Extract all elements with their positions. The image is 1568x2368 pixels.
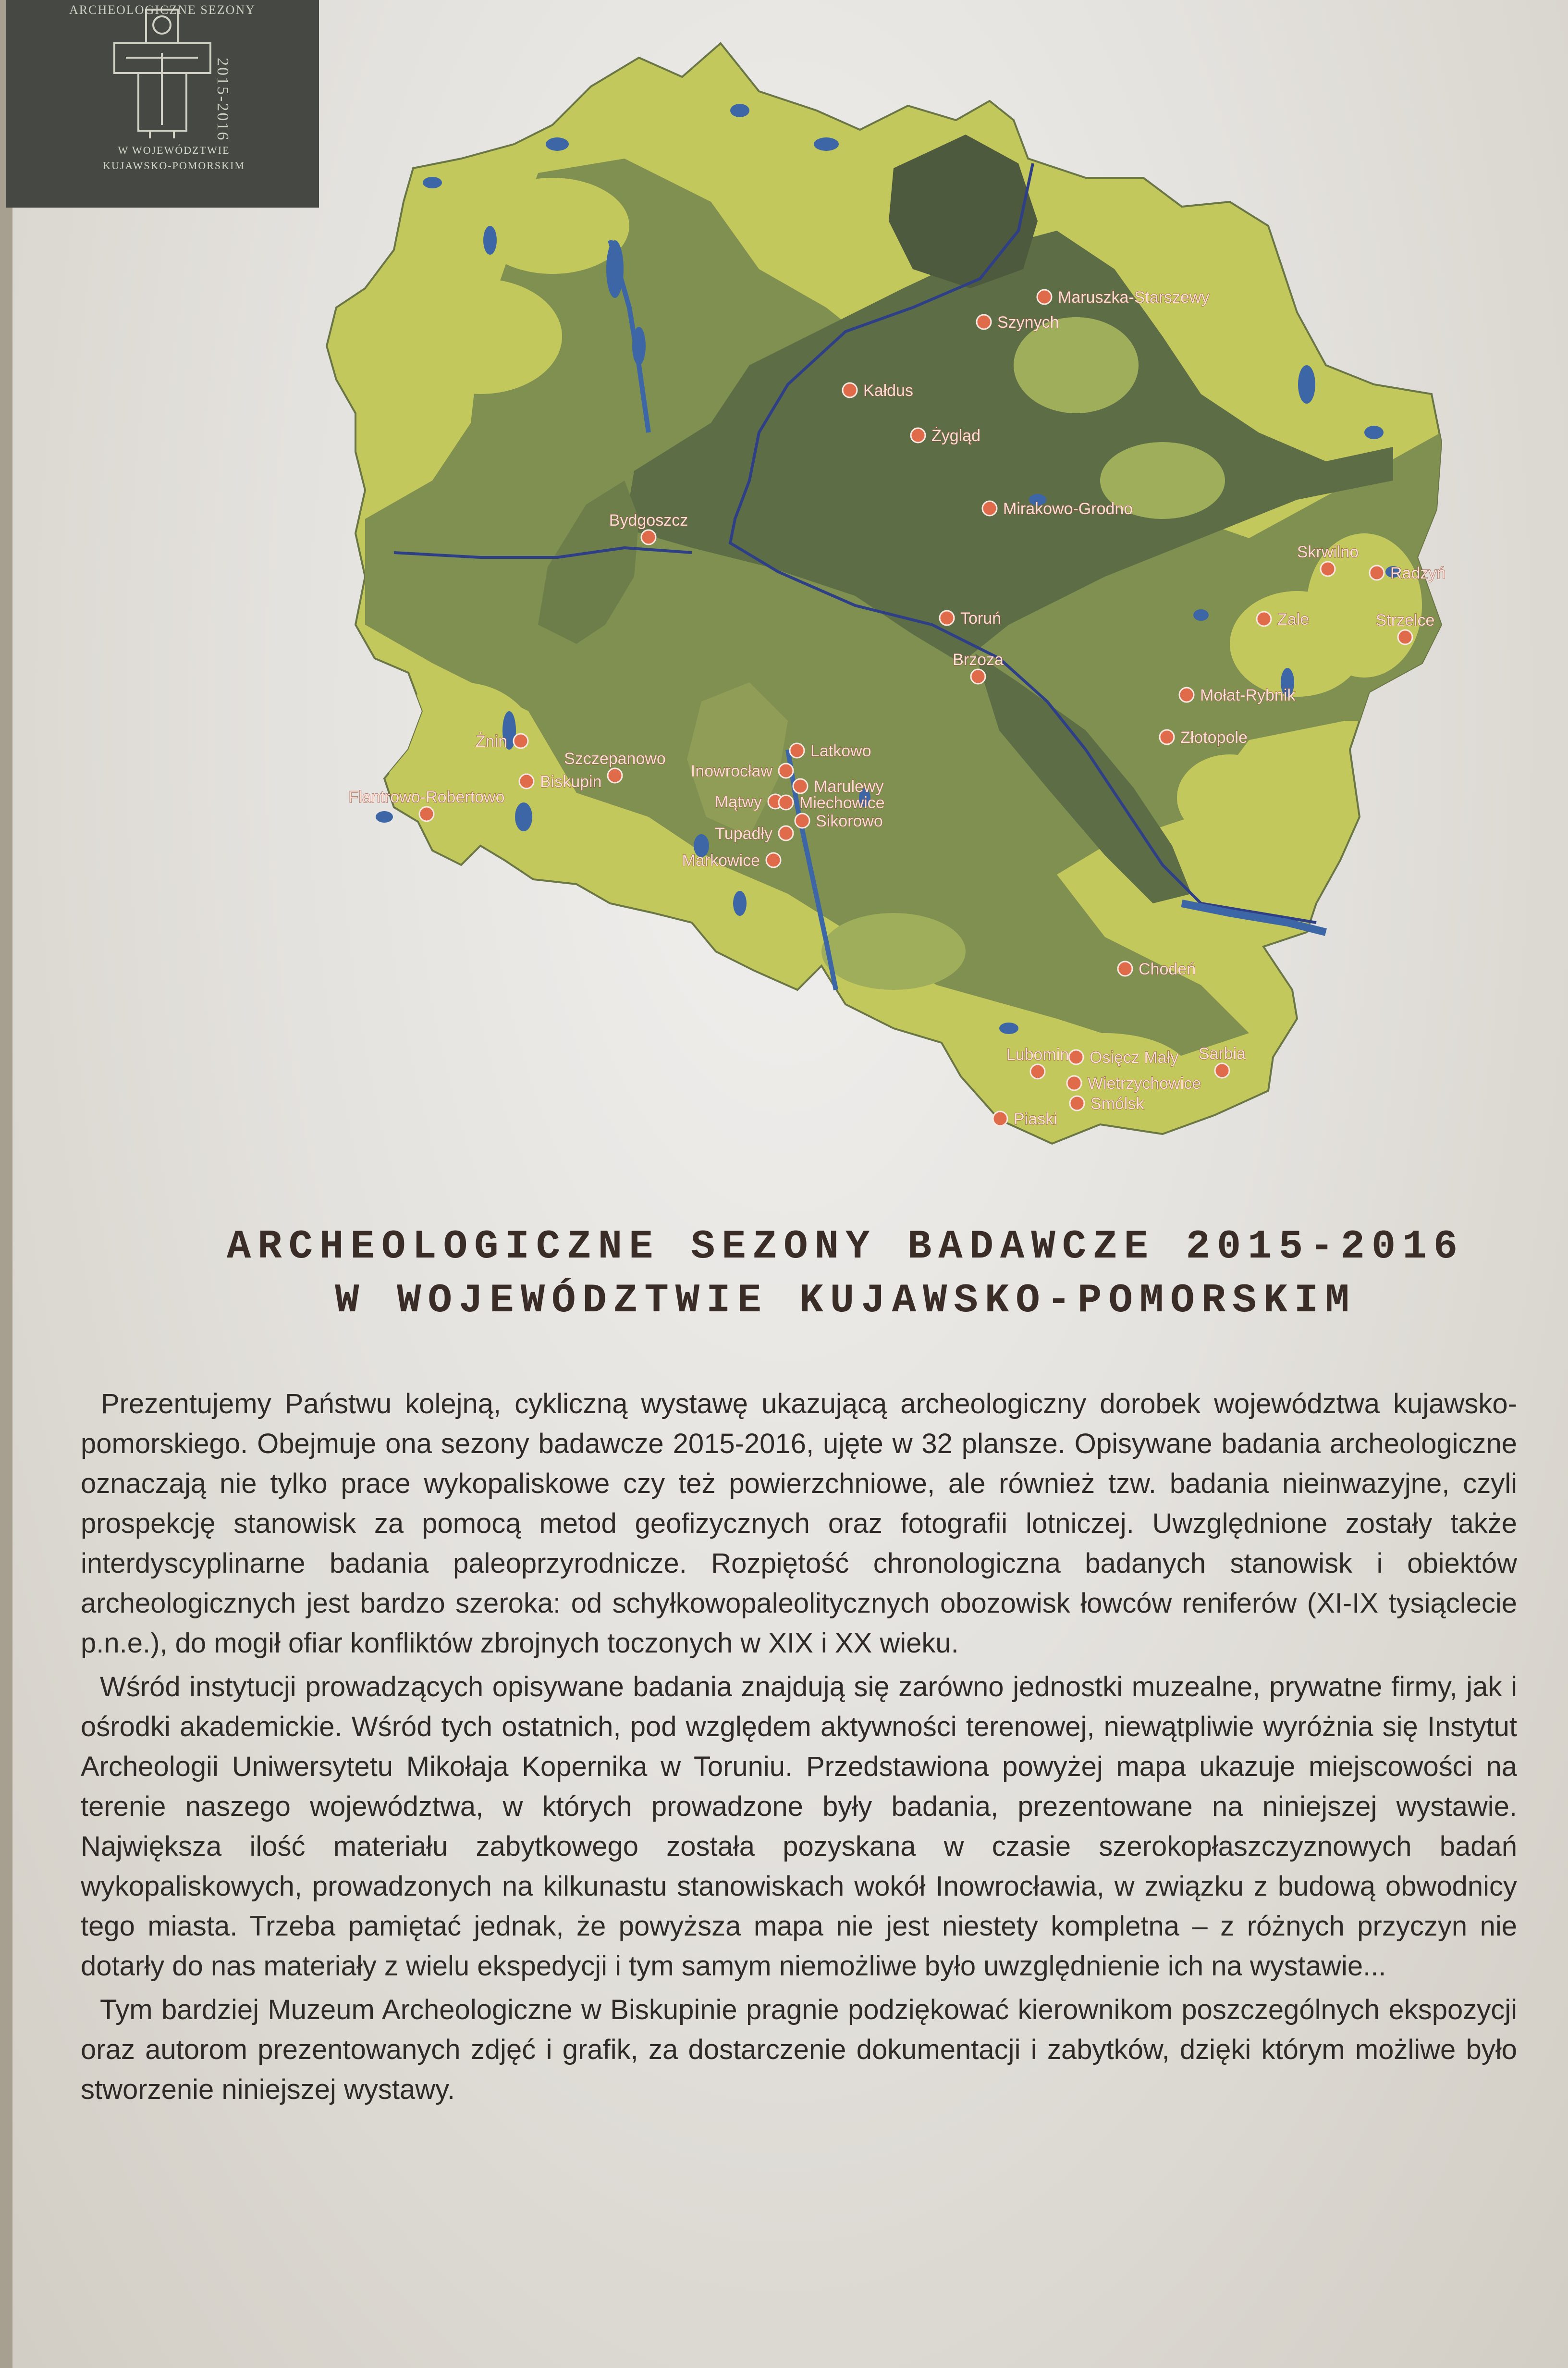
place-marker — [779, 826, 793, 840]
place-label: Skrwilno — [1297, 543, 1359, 561]
place-marker — [1215, 1063, 1229, 1078]
place-marker — [779, 764, 793, 778]
place-label: Mołat-Rybnik — [1200, 686, 1296, 704]
place-marker — [1370, 566, 1384, 580]
place-marker — [1037, 290, 1052, 304]
region-map — [0, 0, 1568, 1182]
place-marker — [766, 853, 781, 867]
place-marker — [1118, 962, 1132, 976]
place-marker — [641, 530, 656, 544]
place-label: Mątwy — [714, 793, 762, 811]
place-label: Markowice — [682, 851, 760, 870]
poster-title-line2: W WOJEWÓDZTWIE KUJAWSKO-POMORSKIM — [335, 1278, 1356, 1324]
place-marker — [1070, 1096, 1084, 1110]
place-marker — [971, 669, 985, 684]
place-label: Bydgoszcz — [609, 511, 688, 530]
place-label: Tupadły — [715, 825, 772, 843]
place-label: Wietrzychowice — [1088, 1074, 1201, 1093]
place-label: Latkowo — [810, 742, 871, 760]
place-marker — [795, 814, 809, 828]
place-label: Osięcz Mały — [1090, 1048, 1179, 1067]
place-marker — [793, 779, 808, 793]
place-label: Biskupin — [540, 773, 602, 791]
body-paragraph-2: Wśród instytucji prowadzących opisywane badania znajdują się zarówno jednostki muzealne, prywatne firmy, jak i ośrodki akademickie. Wśród tych ostatnich, pod względem aktywności terenowej, niewątpliwie wyróżnia się Instytut Archeologii Uniwersytetu Mikołaja Kopernika w Toruniu. Przedstawiona powyżej mapa ukazuje miejscowości na terenie naszego województwa, w których prowadzone były badania, prezentowane na niniejszej wystawie. Największa ilość materiału zabytkowego została pozyskana w czasie szerokopłaszczyznowych badań wykopaliskowych, prowadzonych na kilkunastu stanowiskach wokół Inowrocławia, w związku z budową obwodnicy tego miasta. Trzeba pamiętać jednak, że powyższa mapa nie jest niestety kompletna – z różnych przyczyn nie dotarły do nas materiały z wielu ekspedycji i tym samym niemożliwe było uwzględnienie ich na wystawie... — [81, 1671, 1517, 1982]
place-label: Szynych — [997, 313, 1059, 332]
place-marker — [519, 774, 534, 789]
place-marker — [1067, 1076, 1081, 1090]
place-label: Lubomin — [1006, 1046, 1069, 1064]
place-marker — [419, 807, 434, 821]
place-label: Piaski — [1014, 1110, 1057, 1128]
place-marker — [977, 315, 991, 329]
place-label: Smólsk — [1090, 1095, 1144, 1113]
place-label: Mirakowo-Grodno — [1003, 500, 1133, 518]
place-marker — [790, 743, 804, 758]
place-label: Brzoza — [953, 651, 1004, 669]
place-label: Kałdus — [863, 382, 913, 400]
place-marker — [982, 501, 997, 516]
poster-body — [81, 1384, 1517, 2113]
place-marker — [608, 768, 622, 783]
place-label: Inowrocław — [690, 762, 772, 780]
place-label: Marulewy — [814, 777, 884, 796]
place-marker — [514, 734, 528, 748]
place-label: Strzelce — [1375, 611, 1435, 629]
place-marker — [1257, 612, 1271, 626]
place-label: Złotopole — [1180, 728, 1248, 747]
place-label: Chodeń — [1139, 960, 1196, 978]
place-label: Żnin — [475, 732, 507, 751]
place-marker — [993, 1111, 1007, 1126]
logo-line2: KUJAWSKO-POMORSKIM — [103, 160, 245, 172]
place-label: Radzyń — [1390, 564, 1446, 582]
body-paragraph-3: Tym bardziej Muzeum Archeologiczne w Biskupinie pragnie podziękować kierownikom poszczególnych ekspozycji oraz autorom prezentowanych zdjęć i grafik, za dostarczenie dokumentacji i zabytków, dzięki którym możliwe było stworzenie niniejszej wystawy. — [81, 1994, 1517, 2105]
place-marker — [779, 795, 793, 810]
place-marker — [843, 383, 857, 397]
logo-line1: W WOJEWÓDZTWIE — [118, 144, 230, 156]
place-marker — [1398, 630, 1412, 644]
place-label: Toruń — [960, 609, 1002, 628]
logo-top-text: ARCHEOLOGICZNE SEZONY — [69, 3, 256, 17]
body-paragraph-1: Prezentujemy Państwu kolejną, cykliczną wystawę ukazującą archeologiczny dorobek województwa kujawsko-pomorskiego. Obejmuje ona sezony badawcze 2015-2016, ujęte w 32 plansze. Opisywane badania archeologiczne oznaczają nie tylko prace wykopaliskowe czy też powierzchniowe, ale również tzw. badania nieinwazyjne, czyli prospekcję stanowisk za pomocą metod geofizycznych oraz fotografii lotniczej. Uwzględnione zostały także interdyscyplinarne badania paleoprzyrodnicze. Rozpiętość chronologiczna badanych stanowisk i obiektów archeologicznych jest bardzo szeroka: od schyłkowopaleolitycznych obozowisk łowców reniferów (XI-IX tysiąclecie p.n.e.), do mogił ofiar konfliktów zbrojnych toczonych w XIX i XX wieku. — [81, 1388, 1517, 1659]
place-label: Sarbia — [1198, 1045, 1246, 1063]
map-terrain — [327, 43, 1441, 1144]
place-label: Flantrowo-Robertowo — [348, 788, 505, 806]
poster-title-line1: ARCHEOLOGICZNE SEZONY BADAWCZE 2015-2016 — [226, 1224, 1465, 1270]
place-marker — [1030, 1064, 1045, 1079]
place-marker — [1069, 1050, 1083, 1064]
place-label: Szczepanowo — [564, 750, 666, 768]
place-marker — [911, 428, 925, 443]
place-label: Sikorowo — [816, 812, 883, 830]
place-marker — [1179, 688, 1194, 702]
place-marker — [940, 611, 954, 625]
logo-year: 2015-2016 — [214, 58, 232, 142]
place-label: Zale — [1277, 610, 1310, 629]
place-marker — [1160, 730, 1174, 744]
place-label: Maruszka-Starszewy — [1058, 288, 1210, 307]
place-label: Miechowice — [799, 794, 885, 812]
place-marker — [1321, 562, 1335, 576]
place-label: Żygląd — [931, 427, 981, 445]
